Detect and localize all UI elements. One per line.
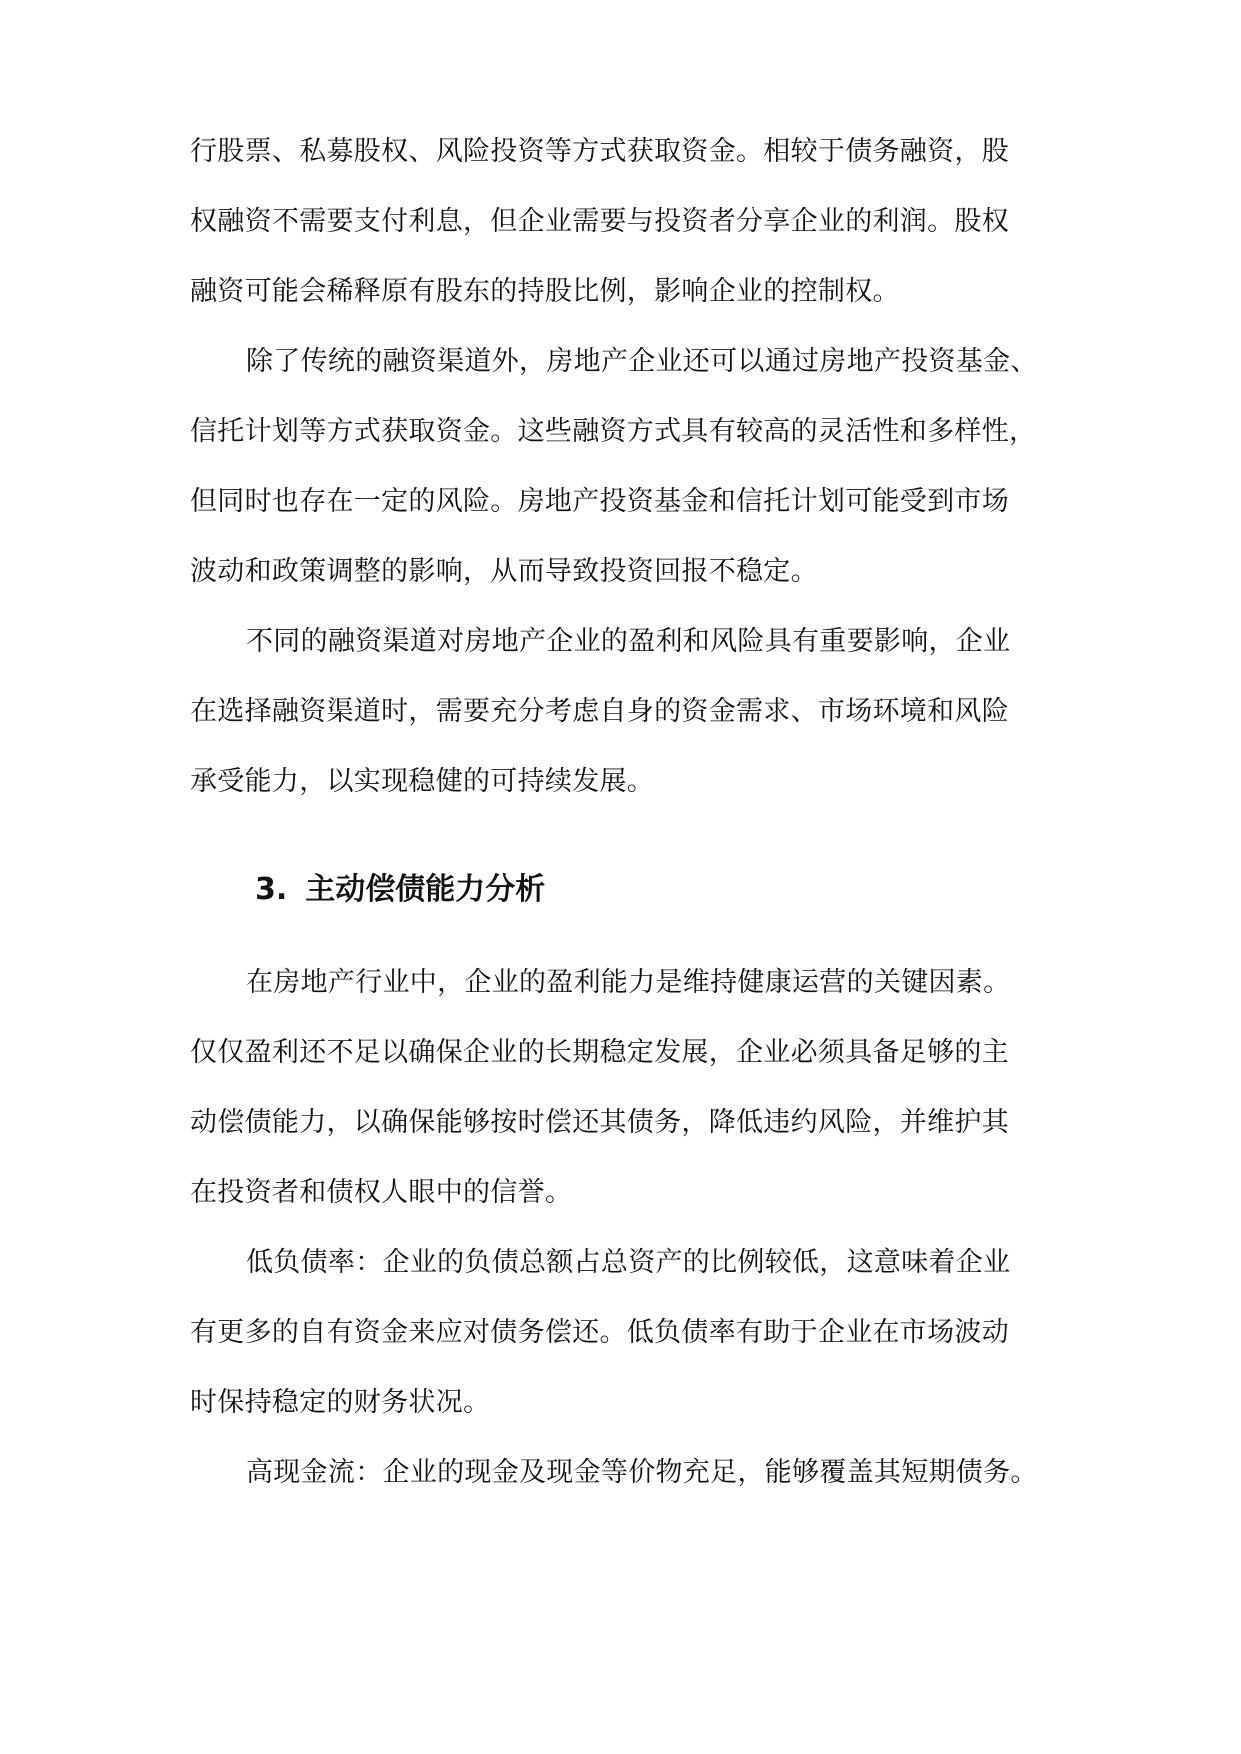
paragraph-line: 在房地产行业中，企业的盈利能力是维持健康运营的关键因素。 [246,967,1011,998]
paragraph-line: 除了传统的融资渠道外，房地产企业还可以通过房地产投资基金、 [246,346,1038,377]
section-heading [255,870,545,910]
paragraph-line: 高现金流：企业的现金及现金等价物充足，能够覆盖其短期债务。 [246,1457,1038,1488]
paragraph-line: 在选择融资渠道时，需要充分考虑自身的资金需求、市场环境和风险 [190,696,1009,727]
paragraph-line: 波动和政策调整的影响，从而导致投资回报不稳定。 [190,556,818,587]
paragraph-line: 有更多的自有资金来应对债务偿还。低负债率有助于企业在市场波动 [190,1317,1009,1348]
paragraph-line: 信托计划等方式获取资金。这些融资方式具有较高的灵活性和多样性， [190,416,1037,447]
section-title: 主动偿债能力分析 [305,872,546,907]
paragraph-line: 不同的融资渠道对房地产企业的盈利和风险具有重要影响，企业 [246,626,1011,657]
paragraph-line: 行股票、私募股权、风险投资等方式获取资金。相较于债务融资，股 [190,136,1009,167]
paragraph-line: 在投资者和债权人眼中的信誉。 [190,1177,573,1208]
paragraph-line: 动偿债能力，以确保能够按时偿还其债务，降低违约风险，并维护其 [190,1107,1009,1138]
paragraph-line: 融资可能会稀释原有股东的持股比例，影响企业的控制权。 [190,276,900,307]
paragraph-line: 权融资不需要支付利息，但企业需要与投资者分享企业的利润。股权 [190,206,1009,237]
section-number: 3. [255,872,288,907]
paragraph-line: 承受能力，以实现稳健的可持续发展。 [190,766,655,797]
paragraph-line: 时保持稳定的财务状况。 [190,1387,491,1418]
paragraph-line: 但同时也存在一定的风险。房地产投资基金和信托计划可能受到市场 [190,486,1009,517]
paragraph-line: 仅仅盈利还不足以确保企业的长期稳定发展，企业必须具备足够的主 [190,1037,1009,1068]
paragraph-line: 低负债率：企业的负债总额占总资产的比例较低，这意味着企业 [246,1247,1011,1278]
